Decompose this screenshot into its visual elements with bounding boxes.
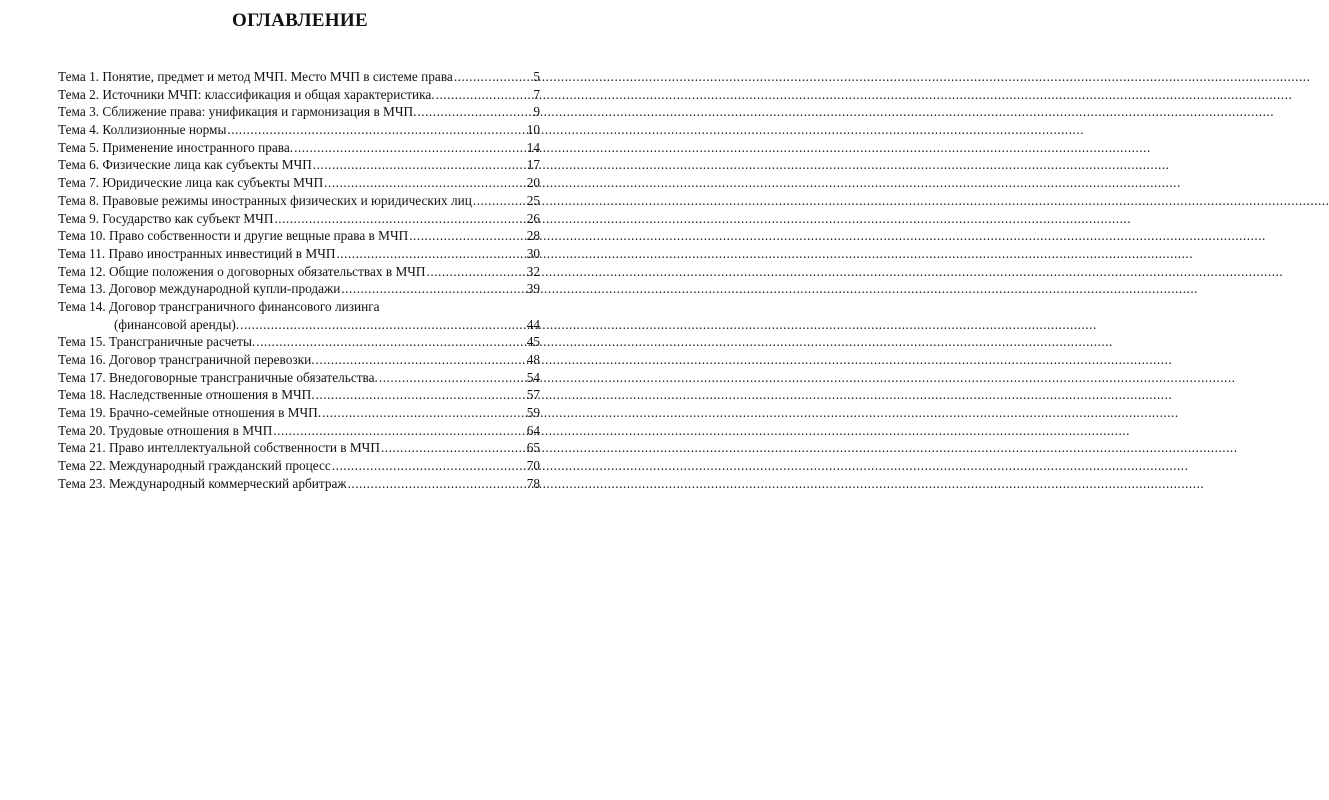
- toc-page-number: 5: [533, 69, 540, 84]
- toc-page-number: 30: [526, 245, 540, 261]
- table-of-contents: [58, 68, 540, 493]
- dot-leader: [436, 86, 532, 104]
- toc-entry: [58, 475, 540, 493]
- toc-entry: [58, 156, 540, 174]
- toc-page-number: 54: [526, 369, 540, 385]
- toc-entry-title: Тема 1. Понятие, предмет и метод МЧП. Место МЧП в системе права: [58, 69, 453, 84]
- toc-page-number: 20: [526, 175, 540, 191]
- toc-entry-title: Тема 14. Договор трансграничного финансового лизинга: [58, 298, 380, 314]
- toc-page-number: 9: [533, 104, 540, 120]
- toc-page-number: 78: [526, 475, 540, 491]
- toc-entry-title: Тема 22. Международный гражданский процесс: [58, 458, 331, 474]
- dot-leader: [316, 351, 525, 369]
- toc-entry-title: (финансовой аренды).: [114, 316, 240, 332]
- toc-entry-title: Тема 2. Источники МЧП: классификация и общая характеристика.: [58, 86, 435, 102]
- toc-entry-title: Тема 15. Трансграничные расчеты.: [58, 334, 256, 350]
- toc-entry: [58, 439, 540, 457]
- toc-entry: [58, 369, 540, 387]
- toc-entry-title: Тема 10. Право собственности и другие вещные права в МЧП: [58, 228, 409, 244]
- dot-leader: [256, 333, 524, 351]
- toc-entry: [58, 316, 540, 334]
- dot-leader: [409, 227, 524, 245]
- toc-page-number: 45: [526, 334, 540, 350]
- toc-page-number: 26: [526, 210, 540, 226]
- dot-leader: [473, 192, 525, 210]
- toc-entry-title: Тема 12. Общие положения о договорных обязательствах в МЧП: [58, 263, 426, 279]
- toc-entry: [58, 103, 540, 121]
- toc-entry: [58, 298, 540, 316]
- toc-page-number: 14: [526, 139, 540, 155]
- toc-entry: [58, 404, 540, 422]
- toc-entry-title: Тема 3. Сближение права: унификация и гармонизация в МЧП.: [58, 104, 417, 120]
- toc-entry-title: Тема 4. Коллизионные нормы: [58, 122, 227, 138]
- toc-entry: [58, 457, 540, 475]
- document-page: [0, 0, 600, 800]
- toc-entry-title: Тема 13. Договор международной купли-продажи: [58, 281, 341, 297]
- toc-entry-title: Тема 20. Трудовые отношения в МЧП: [58, 422, 273, 438]
- toc-entry: [58, 174, 540, 192]
- toc-entry: [58, 386, 540, 404]
- dot-leader: [274, 210, 524, 228]
- toc-entry-title: Тема 8. Правовые режимы иностранных физических и юридических лиц: [58, 192, 472, 208]
- toc-page-number: 57: [526, 387, 540, 403]
- toc-page-number: 64: [526, 422, 540, 438]
- toc-page-number: 70: [526, 458, 540, 474]
- toc-page-number: 25: [526, 192, 540, 208]
- toc-entry-title: Тема 16. Договор трансграничной перевозки.: [58, 352, 315, 367]
- toc-entry-title: Тема 7. Юридические лица как субъекты МЧП: [58, 175, 324, 191]
- dot-leader: [381, 439, 525, 457]
- toc-entry: [58, 280, 540, 298]
- dot-leader: [332, 457, 525, 475]
- dot-leader: [341, 280, 524, 298]
- toc-page-number: 28: [526, 228, 540, 244]
- toc-page-number: 32: [526, 263, 540, 279]
- page-title: ОГЛАВЛЕНИЕ: [232, 10, 368, 31]
- toc-entry: [58, 192, 540, 210]
- toc-entry: [58, 227, 540, 245]
- dot-leader: [454, 68, 532, 86]
- toc-entry-title: Тема 17. Внедоговорные трансграничные обязательства.: [58, 369, 378, 385]
- toc-entry-title: Тема 6. Физические лица как субъекты МЧП: [58, 157, 312, 173]
- dot-leader: [240, 316, 525, 334]
- toc-entry: [58, 351, 540, 369]
- toc-entry: [58, 210, 540, 228]
- toc-entry-title: Тема 21. Право интеллектуальной собственности в МЧП: [58, 440, 380, 456]
- toc-page-number: 17: [526, 157, 540, 173]
- toc-entry-title: Тема 23. Международный коммерческий арбитраж: [58, 475, 347, 491]
- toc-entry: [58, 68, 540, 86]
- dot-leader: [316, 386, 525, 404]
- dot-leader: [322, 404, 525, 422]
- toc-entry: [58, 86, 540, 104]
- dot-leader: [324, 174, 525, 192]
- toc-entry-title: Тема 5. Применение иностранного права.: [58, 139, 294, 155]
- toc-entry: [58, 333, 540, 351]
- toc-entry-title: Тема 9. Государство как субъект МЧП: [58, 210, 274, 226]
- dot-leader: [313, 156, 525, 174]
- toc-entry-title: Тема 11. Право иностранных инвестиций в МЧП: [58, 245, 336, 261]
- dot-leader: [273, 422, 524, 440]
- toc-page-number: 59: [526, 405, 540, 421]
- toc-entry: [58, 245, 540, 263]
- toc-page-number: 44: [526, 316, 540, 332]
- toc-entry-title: Тема 18. Наследственные отношения в МЧП.: [58, 387, 315, 403]
- dot-leader: [227, 121, 524, 139]
- dot-leader: [294, 139, 525, 157]
- toc-page-number: 7: [533, 86, 540, 102]
- dot-leader: [417, 103, 531, 121]
- toc-page-number: 48: [526, 352, 540, 367]
- dot-leader: [427, 263, 525, 281]
- toc-entry: [58, 121, 540, 139]
- toc-entry: [58, 422, 540, 440]
- dot-leader: [348, 475, 525, 493]
- toc-entry: [58, 263, 540, 281]
- toc-page-number: 39: [526, 281, 540, 297]
- toc-entry: [58, 139, 540, 157]
- dot-leader: [379, 369, 525, 387]
- toc-entry-title: Тема 19. Брачно-семейные отношения в МЧП.: [58, 405, 322, 421]
- dot-leader: [336, 245, 524, 263]
- toc-page-number: 10: [526, 122, 540, 138]
- toc-page-number: 65: [526, 440, 540, 456]
